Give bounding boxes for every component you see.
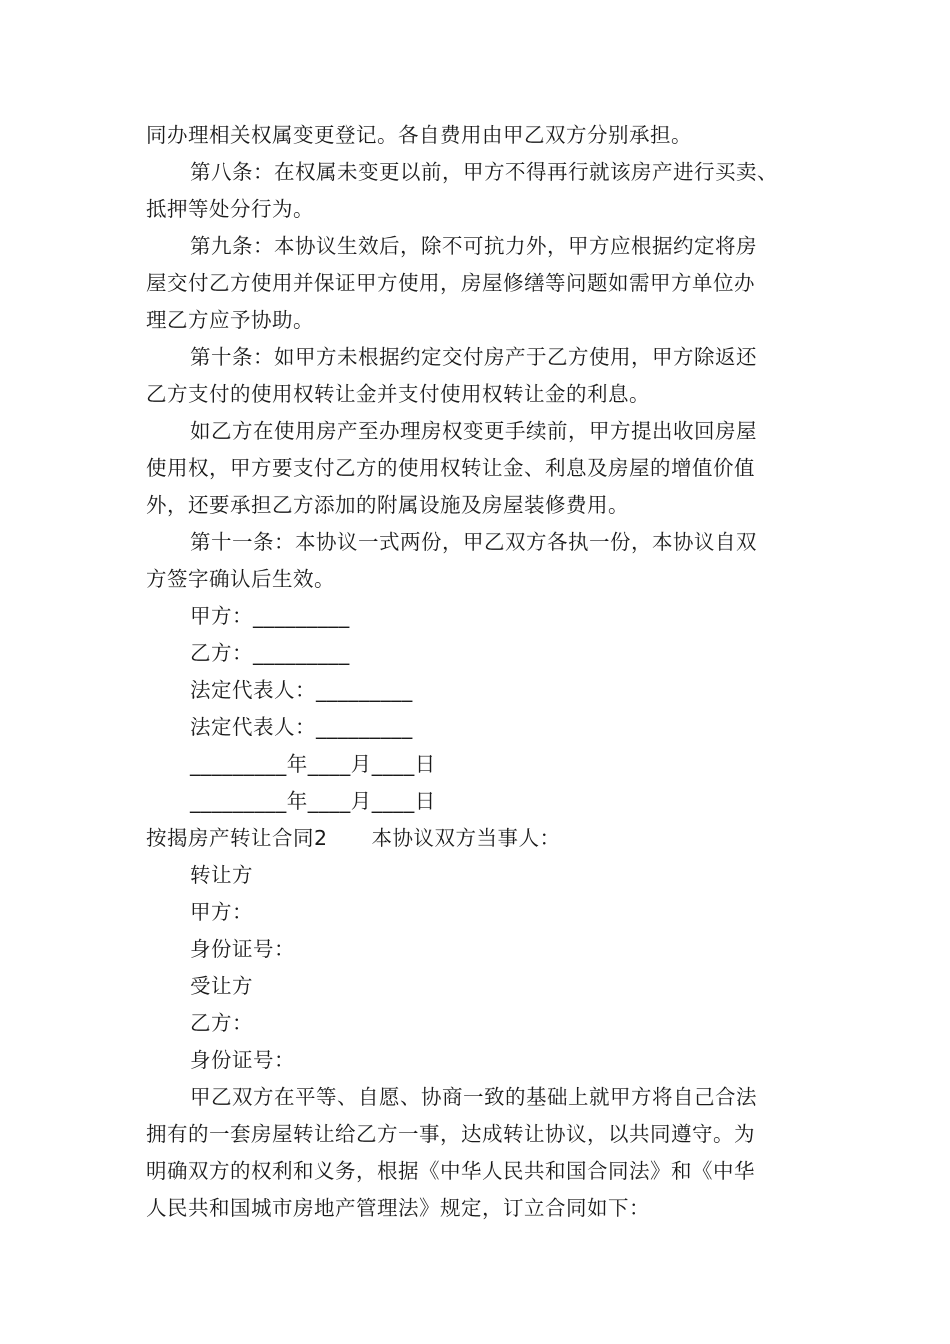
text-line: 拥有的一套房屋转让给乙方一事，达成转让协议，以共同遵守。为 (146, 1122, 755, 1146)
id-number-field: 身份证号： (190, 937, 295, 961)
clause-9: 第九条：本协议生效后，除不可抗力外，甲方应根据约定将房 (190, 234, 757, 258)
id-number-field: 身份证号： (190, 1048, 295, 1072)
clause-8: 第八条：在权属未变更以前，甲方不得再行就该房产进行买卖、 (190, 160, 778, 184)
signature-party-a: 甲方：_________ (190, 604, 350, 628)
text-line: 同办理相关权属变更登记。各自费用由甲乙双方分别承担。 (146, 123, 692, 147)
paragraph-line: 如乙方在使用房产至办理房权变更手续前，甲方提出收回房屋 (190, 419, 757, 443)
signature-date: _________年____月____日 (190, 789, 436, 813)
signature-legal-rep: 法定代表人：_________ (190, 678, 413, 702)
contract-title: 按揭房产转让合同2 (146, 826, 328, 850)
heading-rest: 本协议双方当事人： (371, 826, 561, 850)
signature-legal-rep: 法定代表人：_________ (190, 715, 413, 739)
text-line: 使用权，甲方要支付乙方的使用权转让金、利息及房屋的增值价值 (146, 456, 755, 480)
party-b-field: 乙方： (190, 1011, 253, 1035)
text-line: 人民共和国城市房地产管理法》规定，订立合同如下： (146, 1196, 650, 1220)
text-line: 理乙方应予协助。 (146, 308, 314, 332)
document-body (146, 117, 816, 1227)
paragraph-line: 甲乙双方在平等、自愿、协商一致的基础上就甲方将自己合法 (190, 1085, 757, 1109)
clause-11: 第十一条：本协议一式两份，甲乙双方各执一份，本协议自双 (190, 530, 757, 554)
text-line: 外，还要承担乙方添加的附属设施及房屋装修费用。 (146, 493, 629, 517)
transferee-label: 受让方 (190, 974, 253, 998)
text-line: 屋交付乙方使用并保证甲方使用，房屋修缮等问题如需甲方单位办 (146, 271, 755, 295)
contract-heading-line (146, 820, 816, 857)
signature-date: _________年____月____日 (190, 752, 436, 776)
clause-10: 第十条：如甲方未根据约定交付房产于乙方使用，甲方除返还 (190, 345, 757, 369)
party-a-field: 甲方： (190, 900, 253, 924)
text-line: 乙方支付的使用权转让金并支付使用权转让金的利息。 (146, 382, 650, 406)
text-line: 明确双方的权利和义务，根据《中华人民共和国合同法》和《中华 (146, 1159, 755, 1183)
transferor-label: 转让方 (190, 863, 253, 887)
signature-party-b: 乙方：_________ (190, 641, 350, 665)
text-line: 抵押等处分行为。 (146, 197, 314, 221)
text-line: 方签字确认后生效。 (146, 567, 335, 591)
